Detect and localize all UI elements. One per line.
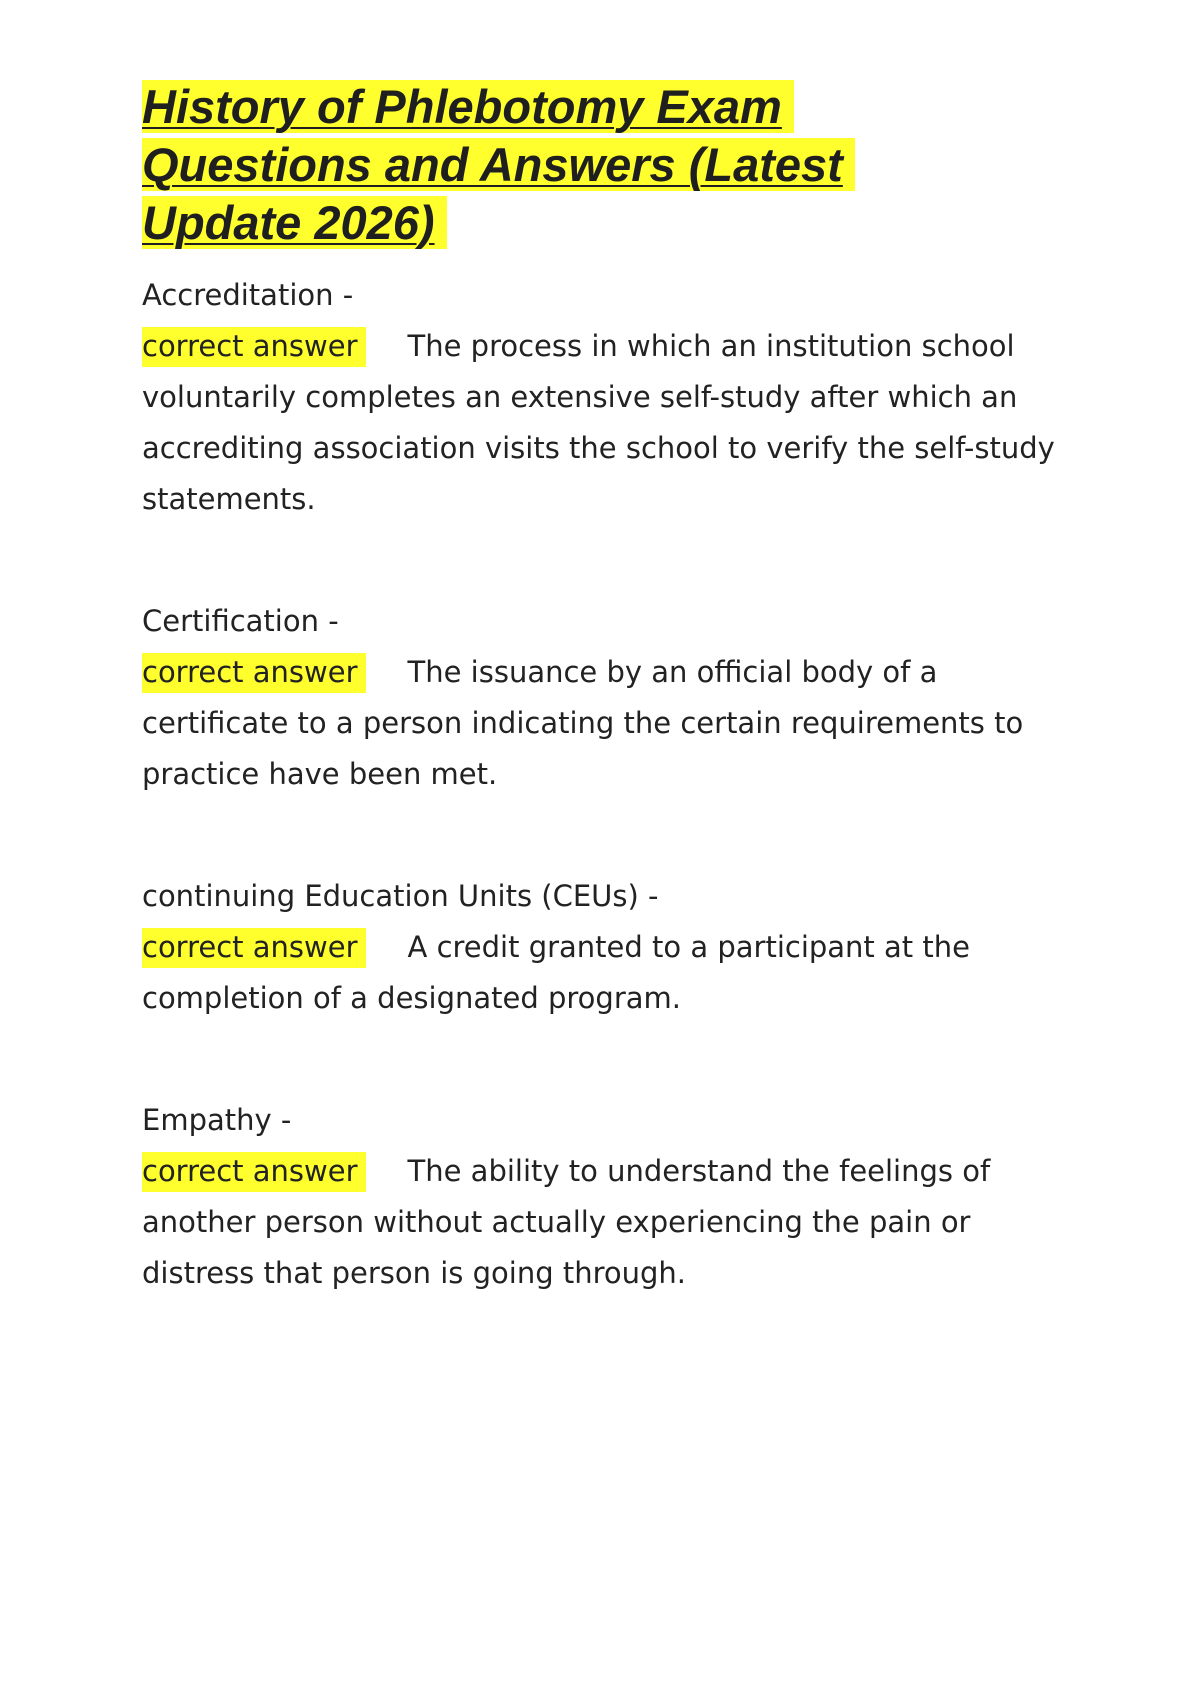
definition-ceus: A credit granted to a participant at the completion of a designated program.: [142, 930, 970, 1015]
definition-empathy: The ability to understand the feelings of another person without actually experiencing the pain or distress that person is going through.: [142, 1154, 991, 1290]
answer-certification: [142, 647, 1082, 800]
term-empathy: Empathy -: [142, 1103, 292, 1137]
term-certification: Certification -: [142, 604, 339, 638]
answer-accreditation: [142, 321, 1082, 525]
correct-answer-label: correct answer: [142, 928, 366, 968]
qa-entry-accreditation: [142, 270, 1082, 525]
answer-ceus: [142, 922, 1082, 1024]
definition-certification: The issuance by an official body of a certificate to a person indicating the certain requirements to practice have been met.: [142, 655, 1024, 791]
correct-answer-label: correct answer: [142, 653, 366, 693]
qa-entry-ceus: [142, 871, 1082, 1024]
definition-accreditation: The process in which an institution school voluntarily completes an extensive self-study after which an accrediting association visits the school to verify the self-study statements.: [142, 329, 1055, 516]
qa-entry-certification: [142, 596, 1082, 800]
correct-answer-label: correct answer: [142, 327, 366, 367]
document-title-text: History of Phlebotomy Exam Questions and Answers (Latest Update 2026): [142, 80, 855, 249]
qa-entry-empathy: [142, 1095, 1082, 1299]
correct-answer-label: correct answer: [142, 1152, 366, 1192]
term-accreditation: Accreditation -: [142, 278, 354, 312]
term-ceus: continuing Education Units (CEUs) -: [142, 879, 659, 913]
document-body: [142, 78, 1082, 1299]
document-title: [142, 78, 902, 252]
answer-empathy: [142, 1146, 1082, 1299]
